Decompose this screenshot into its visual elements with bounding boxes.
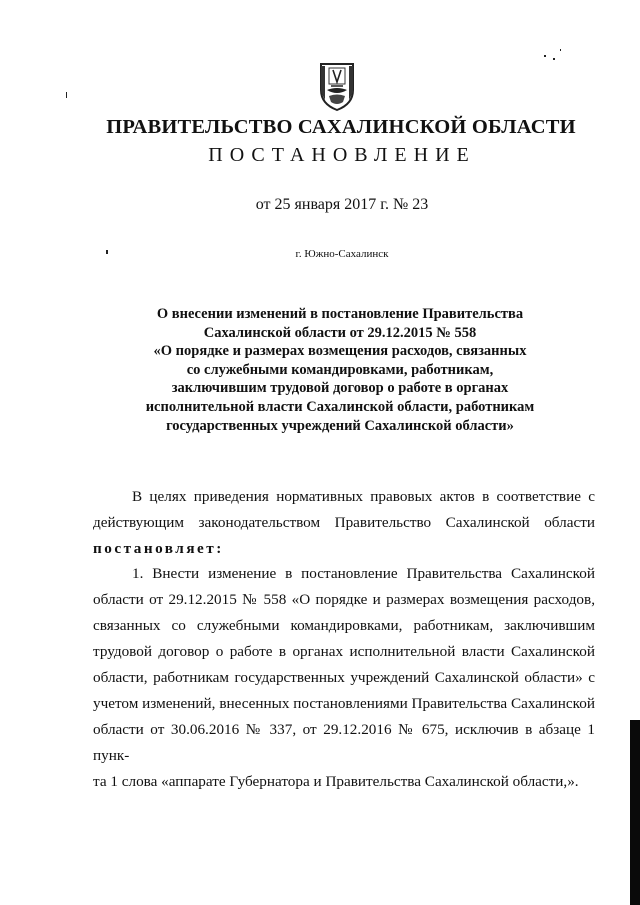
subject-line: заключившим трудовой договор о работе в органах (171, 380, 509, 397)
scan-edge-shadow (630, 720, 640, 905)
scan-speck (560, 49, 561, 51)
scan-speck (106, 250, 108, 254)
coat-of-arms-emblem (317, 60, 357, 112)
subject-line: со служебными командировками, работникам, (186, 361, 494, 378)
government-name-heading: ПРАВИТЕЛЬСТВО САХАЛИНСКОЙ ОБЛАСТИ (106, 116, 576, 138)
subject-line: государственных учреждений Сахалинской области» (166, 417, 514, 434)
subject-line: Сахалинской области от 29.12.2015 № 558 (203, 324, 477, 341)
preamble-paragraph (93, 484, 595, 562)
subject-line: исполнительной власти Сахалинской области, работникам (145, 398, 535, 415)
clause-line: та 1 слова «аппарате Губернатора и Правительства Сахалинской области,». (93, 773, 579, 790)
clause-line: области от 30.06.2016 № 337, от 29.12.2016 № 675, исключив в абзаце 1 пунк- (93, 721, 595, 764)
scan-speck (66, 92, 67, 98)
clause-line: области, работникам государственных учреждений Сахалинской области» с (93, 669, 595, 686)
clause-line: трудовой договор о работе в органах исполнительной власти Сахалинской (93, 643, 595, 660)
document-type-heading: ПОСТАНОВЛЕНИЕ (208, 144, 476, 166)
clause-line: 1. Внести изменение в постановление Правительства Сахалинской (132, 565, 595, 582)
clause-line: области от 29.12.2015 № 558 «О порядке и размерах возмещения расходов, (93, 591, 595, 608)
clause-line: связанных со служебными командировками, работникам, заключившим (93, 617, 595, 634)
scan-speck (553, 58, 555, 60)
scan-speck (544, 55, 546, 57)
document-date-number: от 25 января 2017 г. № 23 (255, 196, 429, 213)
document-city: г. Южно-Сахалинск (295, 248, 389, 260)
subject-line: О внесении изменений в постановление Правительства (156, 306, 524, 322)
subject-line: «О порядке и размерах возмещения расходов, связанных (153, 343, 527, 360)
clause-1-paragraph (93, 561, 595, 795)
document-subject (120, 305, 560, 435)
clause-line: учетом изменений, внесенных постановлениями Правительства Сахалинской (93, 695, 595, 712)
preamble-line: В целях приведения нормативных правовых актов в соответствие с (132, 488, 595, 505)
resolves-word: постановляет: (93, 540, 224, 557)
preamble-line: действующим законодательством Правительство Сахалинской области (93, 514, 595, 531)
